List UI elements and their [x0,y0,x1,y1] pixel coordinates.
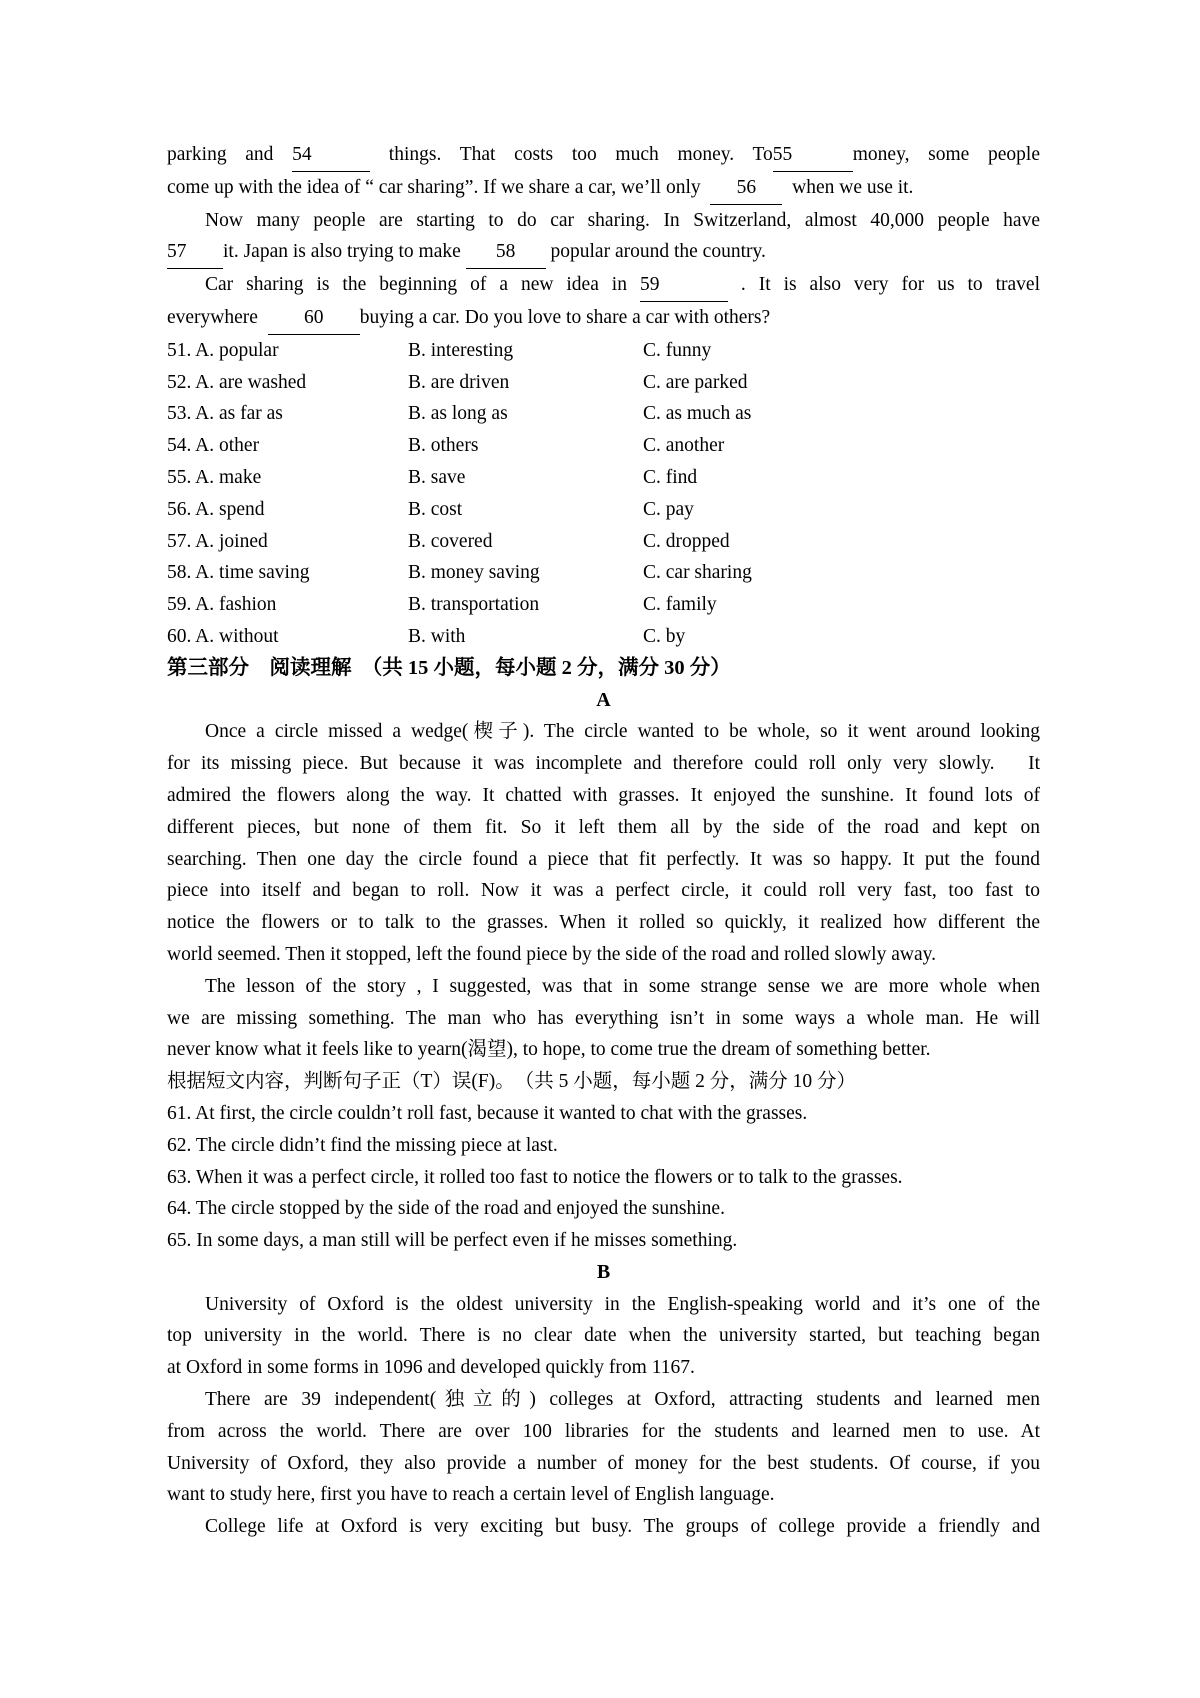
page-content [167,139,1040,1543]
passage-b-line: want to study here, first you have to reach a certain level of English language. [167,1484,775,1506]
passage-a-line: different pieces, but none of them fit. So it left them all by the side of the road and kept on [167,816,1040,838]
option-c: C. are parked [643,371,748,393]
cloze-line: Car sharing is the beginning of a new idea in 59 . It is also very for us to travel [167,269,1040,302]
cloze-line: parking and 54 things. That costs too much money. To55 money, some people [167,139,1040,172]
blank-58: 58 [466,236,546,269]
option-b: B. transportation [408,594,540,616]
passage-a-line: never know what it feels like to yearn(渴望), to hope, to come true the dream of something better. [167,1039,931,1061]
option-row [167,589,1040,621]
passage-a-line: we are missing something. The man who has everything isn’t in some ways a whole man. He will [167,1007,1040,1029]
passage-a-line: for its missing piece. But because it was incomplete and therefore could roll only very slowly. It [167,753,1040,775]
passage-b-line: top university in the world. There is no clear date when the university started, but teaching began [167,1325,1040,1347]
passage-a-line: The lesson of the story , I suggested, was that in some strange sense we are more whole when [205,975,1040,997]
passage-b-paragraph-3 [167,1511,1040,1543]
tf-item: 64. The circle stopped by the side of the road and enjoyed the sunshine. [167,1198,725,1220]
cloze-line: Now many people are starting to do car sharing. In Switzerland, almost 40,000 people have [205,209,1040,231]
option-row [167,557,1040,589]
cloze-passage [167,139,1040,335]
option-b: B. are driven [408,371,510,393]
passage-b-paragraph-2 [167,1384,1040,1511]
blank-54: 54 [292,139,370,172]
option-a: 58. A. time saving [167,562,310,584]
cloze-line: 57 it. Japan is also trying to make 58 popular around the country. [167,236,1040,269]
option-row [167,430,1040,462]
option-b: B. others [408,435,479,457]
option-c: C. find [643,466,698,488]
passage-a-line: notice the flowers or to talk to the grasses. When it rolled so quickly, it realized how different the [167,912,1040,934]
option-b: B. save [408,466,466,488]
cloze-line: come up with the idea of “ car sharing”. If we share a car, we’ll only 56 when we use it. [167,172,1040,205]
option-row [167,398,1040,430]
blank-60: 60 [268,302,360,335]
passage-b-paragraph-1 [167,1289,1040,1384]
tf-item: 65. In some days, a man still will be perfect even if he misses something. [167,1230,738,1252]
passage-b-line: University of Oxford, they also provide a number of money for the best students. Of course, if you [167,1452,1040,1474]
tf-item: 61. At first, the circle couldn’t roll fast, because it wanted to chat with the grasses. [167,1102,808,1124]
tf-item: 62. The circle didn’t find the missing piece at last. [167,1134,558,1156]
section-header: 第三部分 阅读理解 （共 15 小题，每小题 2 分，满分 30 分） [167,656,731,679]
blank-57: 57 [167,236,223,269]
passage-a-line: world seemed. Then it stopped, left the found piece by the side of the road and rolled slowly away. [167,943,936,965]
option-b: B. money saving [408,562,540,584]
passage-b-line: from across the world. There are over 100 libraries for the students and learned men to use. At [167,1420,1040,1442]
passage-b-line: University of Oxford is the oldest university in the English-speaking world and it’s one of the [205,1293,1040,1315]
option-row [167,367,1040,399]
option-a: 60. A. without [167,625,279,647]
true-false-items [167,1098,1040,1257]
passage-a-paragraph-2 [167,971,1040,1066]
option-b: B. cost [408,498,463,520]
passage-b-line: College life at Oxford is very exciting but busy. The groups of college provide a friendly and [205,1516,1040,1538]
option-c: C. by [643,625,686,647]
passage-a-label: A [596,688,611,711]
option-c: C. another [643,435,725,457]
option-a: 57. A. joined [167,530,268,552]
option-a: 53. A. as far as [167,403,283,425]
blank-55: 55 [773,139,853,172]
option-row [167,494,1040,526]
blank-59: 59 [640,269,728,302]
passage-a-line: Once a circle missed a wedge(楔子). The circle wanted to be whole, so it went around looking [205,721,1040,743]
option-c: C. pay [643,498,694,520]
option-c: C. car sharing [643,562,752,584]
option-row [167,621,1040,653]
passage-a-line: searching. Then one day the circle found a piece that fit perfectly. It was so happy. It put the found [167,848,1040,870]
cloze-options [167,335,1040,653]
option-a: 52. A. are washed [167,371,307,393]
option-a: 54. A. other [167,435,260,457]
option-row [167,462,1040,494]
option-a: 55. A. make [167,466,262,488]
true-false-instruction: 根据短文内容，判断句子正（T）误(F)。 （共 5 小题，每小题 2 分，满分 10 分） [167,1071,856,1093]
passage-b-line: There are 39 independent(独立的) colleges at Oxford, attracting students and learned men [205,1389,1040,1411]
option-a: 59. A. fashion [167,594,277,616]
option-row [167,335,1040,367]
tf-item: 63. When it was a perfect circle, it rolled too fast to notice the flowers or to talk to the grasses. [167,1166,903,1188]
option-a: 51. A. popular [167,339,279,361]
option-c: C. as much as [643,403,752,425]
option-b: B. covered [408,530,493,552]
option-b: B. with [408,625,466,647]
passage-a-line: piece into itself and began to roll. Now it was a perfect circle, it could roll very fast, too fast to [167,880,1040,902]
passage-a-line: admired the flowers along the way. It chatted with grasses. It enjoyed the sunshine. It found lots of [167,784,1040,806]
option-b: B. as long as [408,403,508,425]
option-c: C. family [643,594,717,616]
option-c: C. funny [643,339,712,361]
option-row [167,526,1040,558]
option-c: C. dropped [643,530,730,552]
option-b: B. interesting [408,339,514,361]
passage-b-line: at Oxford in some forms in 1096 and developed quickly from 1167. [167,1357,695,1379]
cloze-line: everywhere 60 buying a car. Do you love to share a car with others? [167,302,1040,335]
passage-a-paragraph-1 [167,716,1040,970]
option-a: 56. A. spend [167,498,265,520]
blank-56: 56 [710,172,782,205]
passage-b-label: B [596,1260,611,1283]
